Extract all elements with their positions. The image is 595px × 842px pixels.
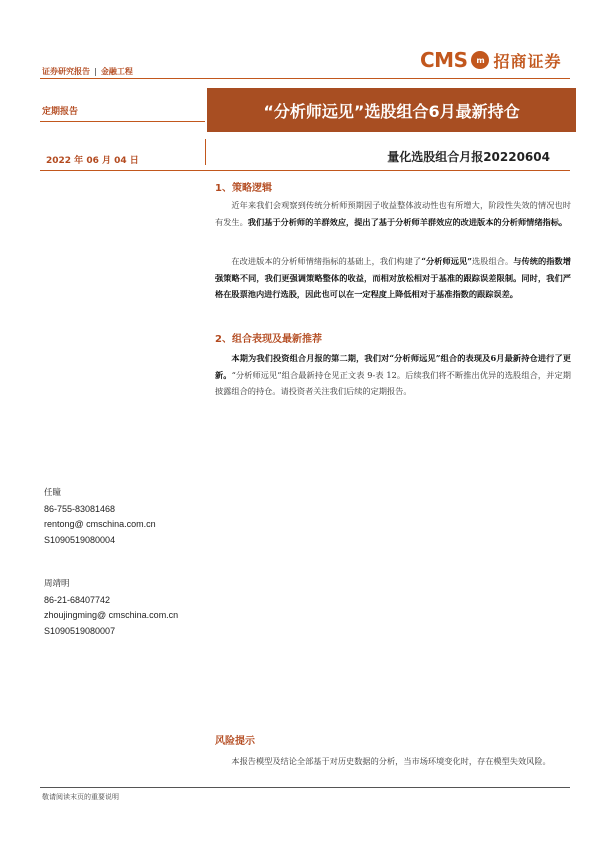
- report-date: 2022 年 06 月 04 日: [46, 156, 139, 166]
- risk-text: 本报告模型及结论全部基于对历史数据的分析，当市场环境变化时，存在模型失效风险。: [231, 756, 551, 766]
- strategy-p1-emphasis: 我们基于分析师的羊群效应，提出了基于分析师羊群效应的改进版本的分析师情绪指标。: [247, 216, 568, 227]
- title-banner: [207, 88, 576, 132]
- author-name: 周靖明: [44, 579, 70, 589]
- author-phone: 86-755-83081468: [44, 503, 116, 514]
- report-type: 定期报告: [42, 107, 79, 117]
- strategy-p2-text-1: 在改进版本的分析师情绪指标的基础上，我们构建了: [231, 256, 422, 266]
- category-label: 证券研究报告: [42, 67, 90, 76]
- header-divider: [40, 78, 570, 79]
- performance-emphasis: 本期为我们投资组合月报的第二期，我们对“分析师远见”组合的表现及6月最新持仓进行了更新。: [215, 353, 571, 380]
- footer-divider: [40, 787, 570, 788]
- strategy-p2-text-2: 选股组合。: [471, 256, 514, 266]
- footer-note: 敬请阅读末页的重要说明: [42, 793, 119, 801]
- author-email[interactable]: rentong@ cmschina.com.cn: [44, 519, 156, 529]
- logo-latin: CMS: [420, 48, 468, 72]
- logo-badge-icon: m: [471, 51, 489, 69]
- performance-text: “分析师远见”组合最新持仓见正文表 9-表 12。后续我们将不断推出优异的选股组合，并定期披露组合的持仓。请投资者关注我们后续的定期报告。: [215, 369, 571, 396]
- strategy-p2-emphasis-2: 与传统的指数增强策略不同，我们更强调策略整体的收益，而相对放松相对于基准的跟踪误差限制。同时，我们严格在股票池内进行选股，因此也可以在一定程度上降低相对于基准指数的跟踪误差。: [215, 256, 571, 299]
- report-type-divider: [40, 121, 205, 122]
- author-license: S1090519080004: [44, 534, 116, 545]
- separator: |: [94, 67, 97, 76]
- logo-chinese: 招商证券: [493, 51, 562, 71]
- report-title: “分析师远见”选股组合6月最新持仓: [263, 101, 520, 121]
- strategy-paragraph-1: [215, 197, 571, 230]
- report-category: [42, 66, 133, 77]
- author-phone: 86-21-68407742: [44, 594, 111, 605]
- section-heading-performance: 2、组合表现及最新推荐: [215, 334, 322, 345]
- author-card: [44, 577, 178, 639]
- performance-paragraph: [215, 350, 571, 400]
- vertical-divider: [205, 139, 206, 165]
- author-name: 任瞳: [44, 488, 62, 498]
- department-label: 金融工程: [100, 67, 133, 76]
- section-heading-strategy: 1、策略逻辑: [215, 183, 272, 194]
- author-email[interactable]: zhoujingming@ cmschina.com.cn: [44, 610, 179, 620]
- report-subtitle: 量化选股组合月报20220604: [387, 150, 550, 164]
- strategy-paragraph-2: [215, 253, 571, 303]
- author-license: S1090519080007: [44, 625, 116, 636]
- risk-heading: 风险提示: [215, 736, 255, 747]
- subtitle-divider: [40, 170, 570, 171]
- strategy-p1-text: 近年来我们会观察到传统分析师预期因子收益整体波动性也有所增大，阶段性失效的情况也时有发生。: [215, 200, 571, 227]
- author-card: [44, 486, 156, 548]
- strategy-p2-emphasis-1: “分析师远见”: [421, 256, 472, 266]
- company-logo: [420, 46, 562, 74]
